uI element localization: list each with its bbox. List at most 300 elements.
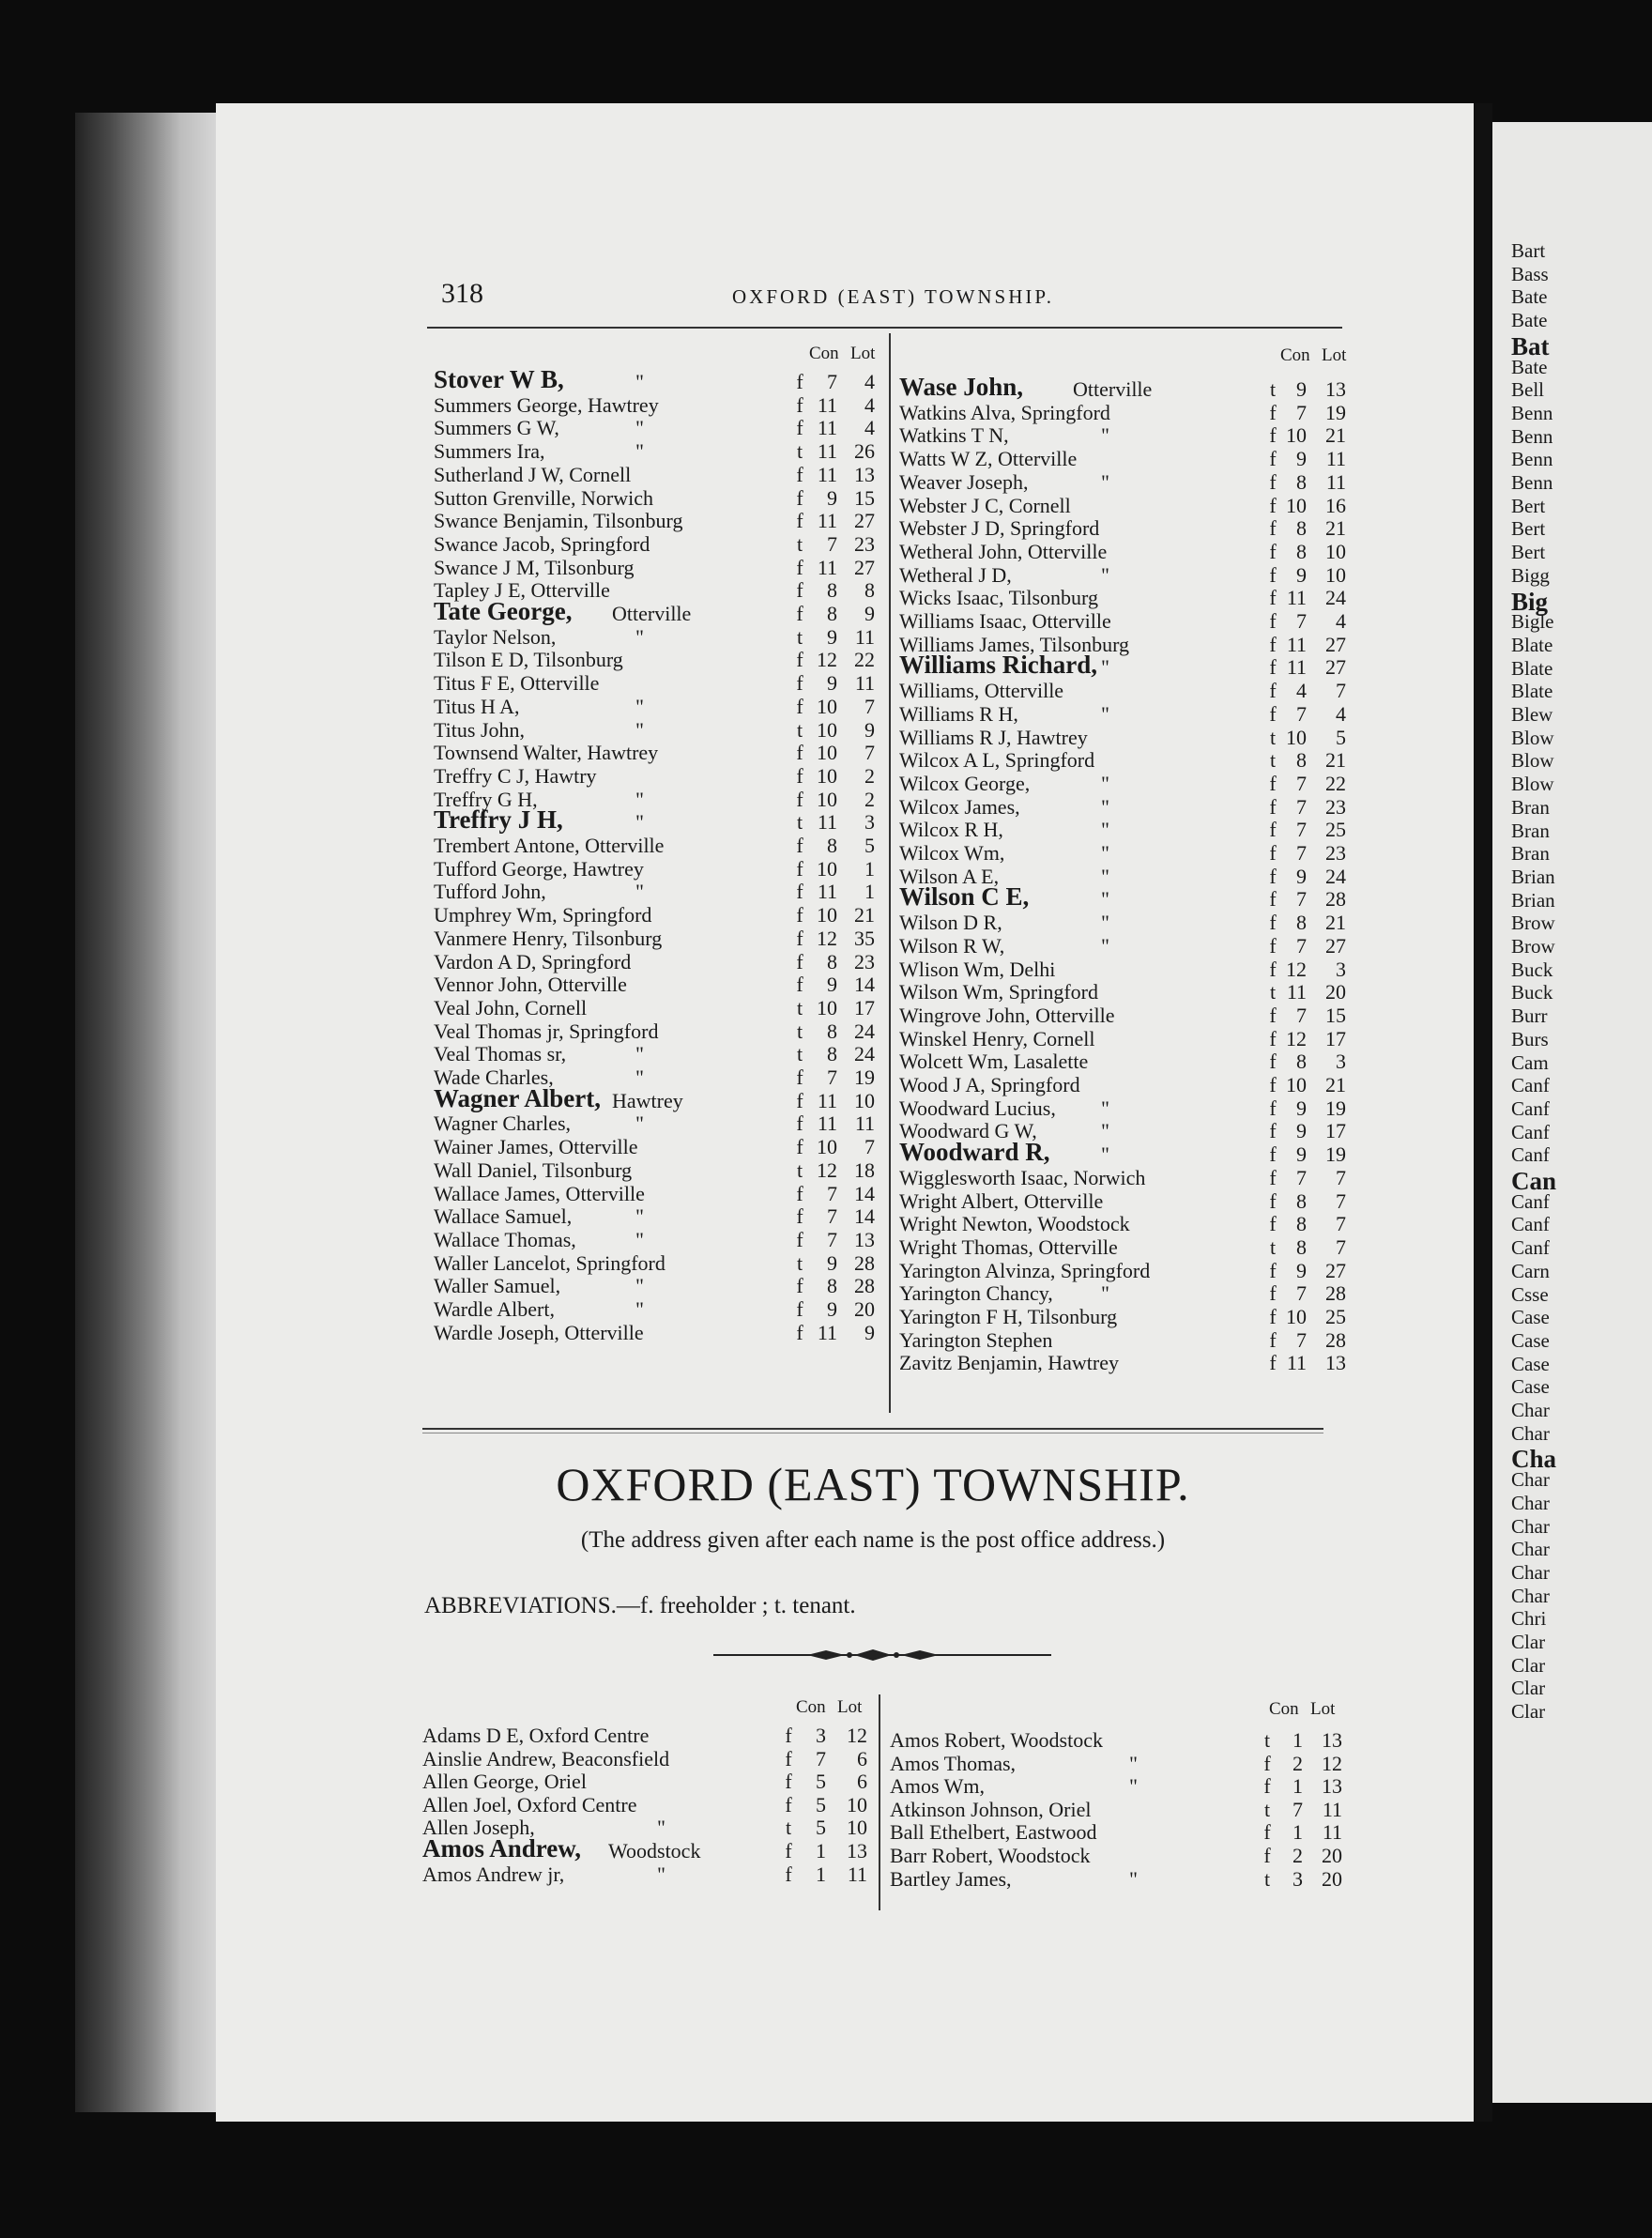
tenure-code: t (796, 531, 803, 556)
entry-name: Amos Thomas, (890, 1751, 1017, 1775)
concession-number: 11 (817, 462, 837, 486)
entry-name: Sutton Grenville, Norwich (434, 485, 654, 510)
facing-page-fragment: Cam (1511, 1050, 1549, 1074)
facing-page-fragment: Brow (1511, 912, 1555, 935)
tenure-code: f (1269, 493, 1277, 517)
entry-name: Wardle Albert, (434, 1297, 555, 1321)
concession-number: 8 (1296, 1234, 1307, 1259)
facing-page-fragment: Brow (1511, 935, 1555, 958)
lot-number: 28 (1325, 1327, 1346, 1352)
directory-entry (899, 1306, 1350, 1328)
lot-number: 7 (864, 741, 875, 765)
concession-number: 7 (1296, 1281, 1307, 1306)
concession-number: 12 (817, 926, 837, 950)
tenure-code: f (1269, 655, 1277, 680)
entry-name: Wagner Albert, (434, 1083, 601, 1112)
tenure-code: t (796, 995, 803, 1019)
entry-name: Tufford George, Hawtrey (434, 856, 644, 881)
concession-number: 8 (827, 1274, 837, 1298)
directory-entry (899, 1213, 1350, 1235)
lot-number: 23 (854, 949, 875, 973)
tenure-code: t (785, 1816, 792, 1840)
facing-page-fragment: Canf (1511, 1236, 1550, 1260)
tenure-code: f (796, 602, 803, 625)
entry-name: Wilson C E, (899, 882, 1030, 912)
lot-header: Lot (1322, 345, 1347, 365)
concession-number: 8 (1296, 1212, 1307, 1236)
concession-number: 11 (817, 1111, 837, 1136)
concession-number: 10 (817, 694, 837, 718)
concession-number: 9 (1296, 1258, 1307, 1282)
entry-name: Weaver Joseph, (899, 469, 1029, 494)
lot-number: 4 (1336, 701, 1346, 726)
tenure-code: f (1269, 1165, 1277, 1189)
concession-number: 11 (1286, 1351, 1307, 1375)
entry-place: Otterville (1073, 377, 1153, 401)
facing-page-fragment: Case (1511, 1375, 1550, 1399)
entry-name: Summers George, Hawtrey (434, 392, 659, 417)
entry-name: Wilcox A L, Springford (899, 748, 1095, 773)
lot-number: 10 (854, 1088, 875, 1112)
ditto-mark: " (635, 1274, 644, 1298)
directory-entry (434, 1135, 875, 1159)
directory-entry (899, 727, 1350, 749)
entry-place: Hawtrey (612, 1088, 683, 1112)
lot-number: 1 (864, 856, 875, 881)
concession-number: 1 (1293, 1820, 1303, 1845)
facing-page-fragment: Case (1511, 1306, 1550, 1329)
entry-name: Allen Joel, Oxford Centre (422, 1792, 637, 1816)
entry-name: Ainslie Andrew, Beaconsfield (422, 1746, 670, 1770)
directory-entry (899, 373, 1350, 401)
directory-entry (434, 1204, 875, 1229)
concession-number: 7 (1296, 1165, 1307, 1189)
tenure-code: f (796, 648, 803, 672)
facing-page-fragment: Blow (1511, 773, 1554, 796)
lot-number: 28 (854, 1274, 875, 1298)
entry-name: Tate George, (434, 597, 573, 625)
entry-name: Wigglesworth Isaac, Norwich (899, 1165, 1146, 1189)
directory-entry (434, 392, 875, 417)
entry-name: Wetheral John, Otterville (899, 539, 1108, 563)
concession-number: 11 (817, 880, 837, 904)
facing-page-fragment: Bert (1511, 494, 1546, 517)
entry-name: Woodward Lucius, (899, 1096, 1056, 1120)
tenure-code: f (796, 741, 803, 765)
tenure-code: f (796, 763, 803, 788)
tenure-code: f (1269, 1003, 1277, 1027)
lot-number: 3 (1336, 1050, 1346, 1074)
tenure-code: f (796, 1088, 803, 1112)
entry-name: Wainer James, Otterville (434, 1135, 638, 1159)
entry-name: Williams R H, (899, 701, 1018, 726)
entry-name: Summers Ira, (434, 439, 545, 464)
facing-page-fragment: Canf (1511, 1189, 1550, 1213)
entry-name: Swance Jacob, Springford (434, 531, 650, 556)
lot-number: 3 (864, 810, 875, 835)
directory-entry (434, 671, 875, 696)
ditto-mark: " (1101, 933, 1109, 958)
directory-entry (899, 1190, 1350, 1213)
facing-page-fragment: Bell (1511, 378, 1544, 402)
directory-entry (434, 741, 875, 765)
concession-number: 11 (1286, 980, 1307, 1004)
concession-number: 10 (817, 856, 837, 881)
tenure-code: t (1269, 980, 1277, 1004)
facing-page-fragment: Csse (1511, 1282, 1549, 1306)
lot-number: 35 (854, 926, 875, 950)
concession-number: 1 (816, 1862, 826, 1886)
lot-number: 13 (1322, 1774, 1342, 1799)
tenure-code: f (1269, 1327, 1277, 1352)
entry-name: Wolcett Wm, Lasalette (899, 1050, 1089, 1074)
ditto-mark: " (1101, 911, 1109, 935)
entry-name: Ball Ethelbert, Eastwood (890, 1820, 1097, 1845)
concession-number: 4 (1296, 679, 1307, 703)
concession-number: 8 (1296, 911, 1307, 935)
tenure-code: f (796, 1297, 803, 1321)
lot-number: 9 (864, 717, 875, 742)
facing-page-fragment: Bass (1511, 262, 1549, 285)
entry-name: Woodward G W, (899, 1119, 1037, 1143)
concession-number: 11 (817, 416, 837, 440)
entry-name: Wallace James, Otterville (434, 1181, 645, 1205)
lot-number: 7 (1336, 1234, 1346, 1259)
facing-page-fragment: Bate (1511, 309, 1548, 332)
concession-number: 1 (1293, 1728, 1303, 1752)
directory-entry (899, 1260, 1350, 1282)
facing-page-fragment: Char (1511, 1468, 1550, 1492)
entry-name: Wood J A, Springford (899, 1073, 1080, 1096)
ditto-mark: " (1101, 423, 1109, 448)
concession-number: 7 (827, 1065, 837, 1089)
entry-name: Yarington F H, Tilsonburg (899, 1305, 1118, 1328)
concession-number: 9 (827, 485, 837, 510)
facing-page-fragment: Burs (1511, 1027, 1549, 1050)
directory-entry (899, 935, 1350, 958)
lot-number: 21 (1325, 423, 1346, 448)
lot-number: 12 (1322, 1751, 1342, 1775)
directory-entry (890, 1868, 1350, 1891)
lot-number: 19 (854, 1065, 875, 1089)
facing-page-fragment: Blate (1511, 656, 1553, 680)
directory-entry (434, 1042, 875, 1066)
tenure-code: f (796, 1065, 803, 1089)
entry-name: Wall Daniel, Tilsonburg (434, 1157, 633, 1182)
entry-name: Atkinson Johnson, Oriel (890, 1797, 1092, 1821)
concession-number: 11 (817, 810, 837, 835)
directory-entry (434, 903, 875, 927)
directory-entry (899, 424, 1350, 447)
lot-number: 19 (1325, 1142, 1346, 1167)
entry-name: Veal Thomas jr, Springford (434, 1019, 659, 1043)
facing-page-fragment: Buck (1511, 958, 1553, 981)
concession-number: 5 (816, 1770, 826, 1794)
concession-number: 2 (1293, 1844, 1303, 1867)
entry-name: Williams James, Tilsonburg (899, 632, 1130, 656)
facing-page-fragment: Canf (1511, 1074, 1550, 1097)
entry-name: Wilcox R H, (899, 818, 1003, 842)
facing-page-fragment: Canf (1511, 1143, 1550, 1167)
concession-number: 10 (817, 717, 837, 742)
ditto-mark: " (635, 1227, 644, 1251)
ditto-mark: " (1129, 1866, 1138, 1891)
tenure-code: t (1269, 1234, 1277, 1259)
facing-page-fragment: Char (1511, 1399, 1550, 1421)
ditto-mark: " (635, 624, 644, 649)
facing-page-fragment: Blow (1511, 726, 1554, 749)
entry-name: Wright Thomas, Otterville (899, 1234, 1118, 1259)
lot-number: 23 (1325, 794, 1346, 819)
concession-number: 10 (817, 787, 837, 811)
directory-entry (434, 1320, 875, 1344)
facing-page-fragment: Carn (1511, 1259, 1550, 1282)
concession-number: 8 (827, 1019, 837, 1043)
ditto-mark: " (635, 1111, 644, 1136)
facing-page-fragment: Cha (1511, 1445, 1557, 1474)
tenure-code: f (1269, 1351, 1277, 1375)
directory-entry (899, 1097, 1350, 1120)
concession-number: 10 (1286, 1073, 1307, 1096)
concession-number: 8 (1296, 469, 1307, 494)
entry-name: Veal John, Cornell (434, 995, 588, 1019)
tenure-code: f (1269, 609, 1277, 633)
entry-name: Williams, Otterville (899, 679, 1064, 703)
concession-number: 3 (1293, 1866, 1303, 1891)
entry-name: Bartley James, (890, 1866, 1012, 1891)
entry-name: Wicks Isaac, Tilsonburg (899, 586, 1098, 610)
ditto-mark: " (1101, 1281, 1109, 1306)
entry-name: Stover W B, (434, 365, 564, 393)
directory-entry (434, 439, 875, 464)
facing-page-fragment: Char (1511, 1584, 1550, 1607)
directory-entry (899, 912, 1350, 934)
concession-number: 7 (827, 1204, 837, 1229)
concession-number: 8 (827, 949, 837, 973)
entry-name: Allen Joseph, (422, 1816, 535, 1840)
ditto-mark: " (1101, 841, 1109, 865)
concession-number: 9 (827, 1297, 837, 1321)
directory-entry (899, 749, 1350, 772)
tenure-code: f (796, 694, 803, 718)
entry-name: Wlison Wm, Delhi (899, 957, 1056, 981)
tenure-code: f (785, 1839, 792, 1862)
concession-number: 8 (1296, 748, 1307, 773)
ditto-mark: " (1101, 794, 1109, 819)
entry-name: Watts W Z, Otterville (899, 447, 1078, 471)
entry-name: Amos Andrew, (422, 1834, 582, 1862)
tenure-code: f (1263, 1844, 1271, 1867)
entry-name: Townsend Walter, Hawtrey (434, 741, 659, 765)
directory-entry (899, 842, 1350, 865)
tenure-code: f (1263, 1820, 1271, 1845)
tenure-code: f (1269, 679, 1277, 703)
tenure-code: f (796, 834, 803, 857)
entry-name: Swance J M, Tilsonburg (434, 555, 635, 579)
directory-entry (434, 694, 875, 718)
lot-number: 20 (1322, 1866, 1342, 1891)
directory-entry (434, 834, 875, 857)
tenure-code: f (796, 416, 803, 440)
directory-entry (899, 402, 1350, 424)
concession-number: 10 (817, 741, 837, 765)
lot-number: 24 (1325, 586, 1346, 610)
tenure-code: f (1269, 771, 1277, 795)
entry-name: Wilson D R, (899, 911, 1002, 935)
tenure-code: f (1269, 1142, 1277, 1167)
directory-entry (899, 981, 1350, 1004)
ditto-mark: " (1101, 1119, 1109, 1143)
ditto-mark: " (1101, 701, 1109, 726)
directory-entry (890, 1799, 1350, 1821)
ditto-mark: " (635, 717, 644, 742)
concession-number: 7 (1293, 1797, 1303, 1821)
entry-name: Williams R J, Hawtrey (899, 725, 1088, 749)
lot-number: 27 (1325, 933, 1346, 958)
directory-entry (434, 1019, 875, 1043)
directory-entry (899, 448, 1350, 470)
ditto-mark: " (1101, 771, 1109, 795)
con-header: Con (796, 1697, 826, 1717)
concession-number: 10 (817, 763, 837, 788)
tenure-code: t (1269, 748, 1277, 773)
lot-number: 8 (864, 578, 875, 603)
entry-name: Treffry C J, Hawtry (434, 763, 597, 788)
facing-page-fragment: Bran (1511, 819, 1550, 842)
directory-entry (899, 517, 1350, 540)
entry-name: Watkins T N, (899, 423, 1009, 448)
entry-name: Wade Charles, (434, 1065, 554, 1089)
lot-number: 22 (854, 648, 875, 672)
ditto-mark: " (1101, 1096, 1109, 1120)
entry-name: Wetheral J D, (899, 562, 1012, 587)
tenure-code: f (1269, 957, 1277, 981)
directory-entry (434, 416, 875, 440)
lot-number: 4 (864, 416, 875, 440)
entry-name: Wilcox James, (899, 794, 1020, 819)
concession-number: 9 (1296, 1142, 1307, 1167)
entry-name: Vennor John, Otterville (434, 973, 627, 997)
entry-name: Vanmere Henry, Tilsonburg (434, 926, 663, 950)
lot-number: 1 (864, 880, 875, 904)
ornament-divider (713, 1648, 1051, 1662)
concession-number: 10 (817, 903, 837, 927)
concession-number: 7 (1296, 887, 1307, 912)
ditto-mark: " (635, 439, 644, 464)
concession-number: 5 (816, 1816, 826, 1840)
ditto-mark: " (635, 1204, 644, 1229)
concession-number: 9 (827, 973, 837, 997)
concession-number: 2 (1293, 1751, 1303, 1775)
facing-page-fragment: Blow (1511, 749, 1554, 773)
concession-number: 11 (1286, 655, 1307, 680)
facing-page-fragment: Blew (1511, 703, 1553, 726)
facing-page-fragment: Brian (1511, 865, 1555, 888)
lot-number: 7 (1336, 1165, 1346, 1189)
directory-entry (899, 1074, 1350, 1096)
lot-number: 11 (847, 1862, 867, 1886)
entry-name: Wilson Wm, Springford (899, 980, 1098, 1004)
entry-name: Wilson R W, (899, 933, 1005, 958)
entry-name: Titus John, (434, 717, 526, 742)
entry-name: Tufford John, (434, 880, 546, 904)
concession-number: 9 (827, 1250, 837, 1275)
directory-entry (899, 796, 1350, 819)
tenure-code: f (796, 1111, 803, 1136)
entry-name: Summers G W, (434, 416, 559, 440)
facing-page-fragment: Clar (1511, 1653, 1546, 1677)
concession-number: 11 (817, 1320, 837, 1344)
tenure-code: f (796, 787, 803, 811)
entry-name: Wase John, (899, 373, 1024, 401)
lot-number: 19 (1325, 1096, 1346, 1120)
concession-number: 8 (827, 834, 837, 857)
lot-number: 9 (864, 602, 875, 625)
lot-number: 14 (854, 1181, 875, 1205)
concession-number: 11 (1286, 632, 1307, 656)
entry-name: Barr Robert, Woodstock (890, 1844, 1091, 1867)
ditto-mark: " (1101, 655, 1109, 680)
tenure-code: t (1269, 377, 1277, 401)
concession-number: 7 (1296, 818, 1307, 842)
lot-number: 28 (1325, 1281, 1346, 1306)
ditto-mark: " (635, 694, 644, 718)
directory-entry (890, 1775, 1350, 1798)
facing-page-fragment: Clar (1511, 1677, 1546, 1700)
lot-number: 2 (864, 763, 875, 788)
entry-name: Webster J D, Springford (899, 516, 1100, 541)
facing-page-fragment: Buck (1511, 981, 1553, 1004)
facing-page-fragment: Bran (1511, 795, 1550, 819)
ditto-mark: " (1101, 887, 1109, 912)
directory-entry (899, 564, 1350, 587)
con-header: Con (1280, 345, 1310, 365)
facing-page-fragment: Canf (1511, 1120, 1550, 1143)
facing-page-fragment: Canf (1511, 1096, 1550, 1120)
tenure-code: t (796, 624, 803, 649)
concession-number: 8 (827, 602, 837, 625)
lot-number: 13 (847, 1839, 867, 1862)
entry-name: Titus F E, Otterville (434, 671, 600, 696)
directory-entry (434, 531, 875, 556)
lot-number: 21 (1325, 516, 1346, 541)
lot-number: 25 (1325, 1305, 1346, 1328)
tenure-code: f (1269, 516, 1277, 541)
facing-page-fragment: Clar (1511, 1631, 1546, 1653)
directory-entry (434, 1274, 875, 1298)
tenure-code: t (1263, 1866, 1271, 1891)
entry-name: Taylor Nelson, (434, 624, 557, 649)
page-number: 318 (441, 278, 483, 309)
directory-entry (434, 717, 875, 742)
concession-number: 11 (817, 392, 837, 417)
entry-place: Woodstock (608, 1839, 701, 1862)
tenure-code: f (1269, 1073, 1277, 1096)
ditto-mark: " (657, 1816, 665, 1840)
directory-entry (434, 462, 875, 486)
directory-entry (899, 819, 1350, 841)
concession-number: 7 (1296, 933, 1307, 958)
tenure-code: f (1269, 586, 1277, 610)
directory-entry (899, 1050, 1350, 1073)
entry-name: Zavitz Benjamin, Hawtrey (899, 1351, 1119, 1375)
tenure-code: f (1269, 562, 1277, 587)
directory-entry (434, 1181, 875, 1205)
directory-entry (434, 1297, 875, 1321)
column-divider (889, 333, 891, 1413)
entry-name: Webster J C, Cornell (899, 493, 1071, 517)
con-header: Con (1269, 1699, 1299, 1719)
